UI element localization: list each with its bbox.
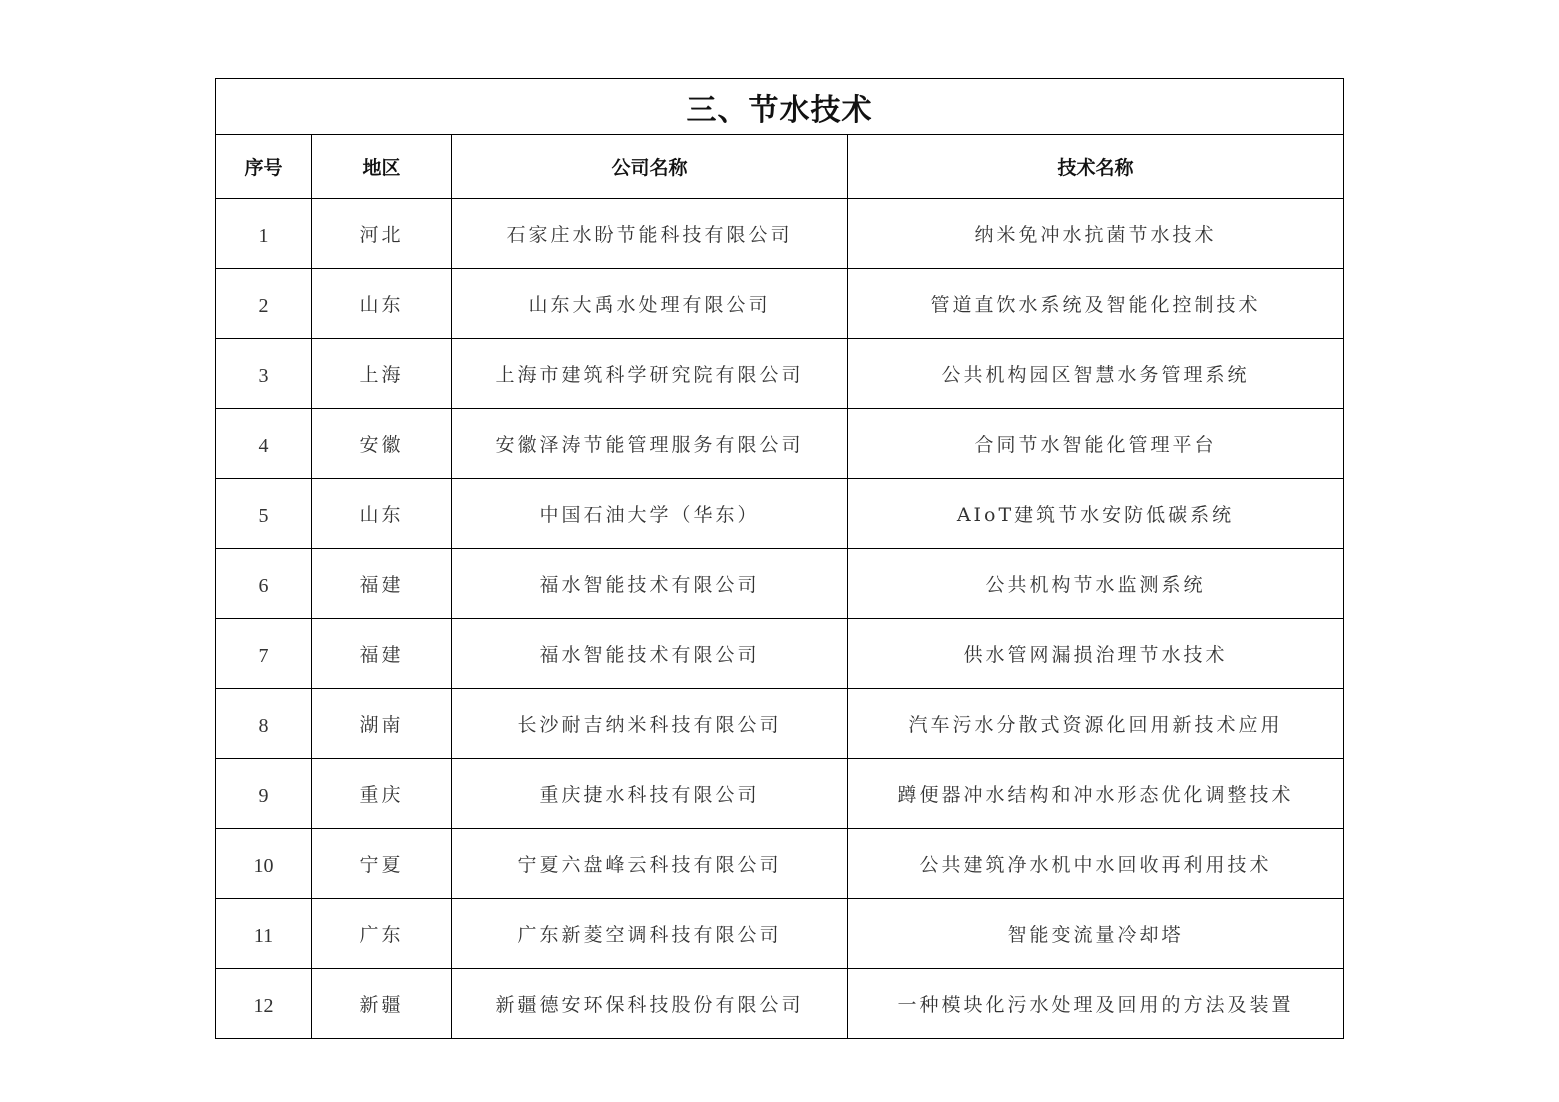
cell-region: 福建 — [312, 619, 452, 689]
table-row — [216, 479, 1344, 549]
cell-index: 2 — [216, 269, 312, 339]
cell-index: 9 — [216, 759, 312, 829]
cell-region: 福建 — [312, 549, 452, 619]
cell-region: 新疆 — [312, 969, 452, 1039]
cell-index: 4 — [216, 409, 312, 479]
cell-technology: 公共机构园区智慧水务管理系统 — [848, 339, 1344, 409]
cell-technology: 一种模块化污水处理及回用的方法及装置 — [848, 969, 1344, 1039]
cell-region: 广东 — [312, 899, 452, 969]
cell-region: 安徽 — [312, 409, 452, 479]
table-body — [216, 79, 1344, 1039]
table-row — [216, 269, 1344, 339]
cell-company: 广东新菱空调科技有限公司 — [452, 899, 848, 969]
cell-company: 重庆捷水科技有限公司 — [452, 759, 848, 829]
header-row — [216, 135, 1344, 199]
header-index: 序号 — [216, 135, 312, 199]
table-row — [216, 899, 1344, 969]
cell-index: 5 — [216, 479, 312, 549]
cell-technology: 蹲便器冲水结构和冲水形态优化调整技术 — [848, 759, 1344, 829]
cell-company: 中国石油大学（华东） — [452, 479, 848, 549]
table-title: 三、节水技术 — [216, 79, 1344, 135]
cell-region: 宁夏 — [312, 829, 452, 899]
cell-region: 上海 — [312, 339, 452, 409]
table-row — [216, 339, 1344, 409]
cell-region: 山东 — [312, 479, 452, 549]
cell-region: 重庆 — [312, 759, 452, 829]
cell-technology: 纳米免冲水抗菌节水技术 — [848, 199, 1344, 269]
cell-technology: 管道直饮水系统及智能化控制技术 — [848, 269, 1344, 339]
cell-technology: 智能变流量冷却塔 — [848, 899, 1344, 969]
cell-technology: 汽车污水分散式资源化回用新技术应用 — [848, 689, 1344, 759]
cell-index: 8 — [216, 689, 312, 759]
table-row — [216, 689, 1344, 759]
header-region: 地区 — [312, 135, 452, 199]
table-row — [216, 409, 1344, 479]
table-row — [216, 759, 1344, 829]
water-saving-technology-table — [215, 78, 1344, 1039]
table-row — [216, 549, 1344, 619]
cell-company: 宁夏六盘峰云科技有限公司 — [452, 829, 848, 899]
cell-company: 新疆德安环保科技股份有限公司 — [452, 969, 848, 1039]
cell-index: 11 — [216, 899, 312, 969]
cell-company: 安徽泽涛节能管理服务有限公司 — [452, 409, 848, 479]
cell-company: 长沙耐吉纳米科技有限公司 — [452, 689, 848, 759]
cell-index: 1 — [216, 199, 312, 269]
cell-index: 3 — [216, 339, 312, 409]
cell-technology: 公共机构节水监测系统 — [848, 549, 1344, 619]
cell-index: 10 — [216, 829, 312, 899]
cell-index: 6 — [216, 549, 312, 619]
cell-technology: 合同节水智能化管理平台 — [848, 409, 1344, 479]
cell-region: 湖南 — [312, 689, 452, 759]
cell-company: 山东大禹水处理有限公司 — [452, 269, 848, 339]
cell-company: 石家庄水盼节能科技有限公司 — [452, 199, 848, 269]
cell-company: 福水智能技术有限公司 — [452, 619, 848, 689]
cell-technology: AIoT建筑节水安防低碳系统 — [848, 479, 1344, 549]
header-technology: 技术名称 — [848, 135, 1344, 199]
table-row — [216, 829, 1344, 899]
table-row — [216, 619, 1344, 689]
cell-region: 河北 — [312, 199, 452, 269]
table-row — [216, 969, 1344, 1039]
cell-index: 12 — [216, 969, 312, 1039]
cell-company: 上海市建筑科学研究院有限公司 — [452, 339, 848, 409]
title-row — [216, 79, 1344, 135]
cell-company: 福水智能技术有限公司 — [452, 549, 848, 619]
table-row — [216, 199, 1344, 269]
cell-technology: 公共建筑净水机中水回收再利用技术 — [848, 829, 1344, 899]
header-company: 公司名称 — [452, 135, 848, 199]
cell-index: 7 — [216, 619, 312, 689]
cell-technology: 供水管网漏损治理节水技术 — [848, 619, 1344, 689]
cell-region: 山东 — [312, 269, 452, 339]
